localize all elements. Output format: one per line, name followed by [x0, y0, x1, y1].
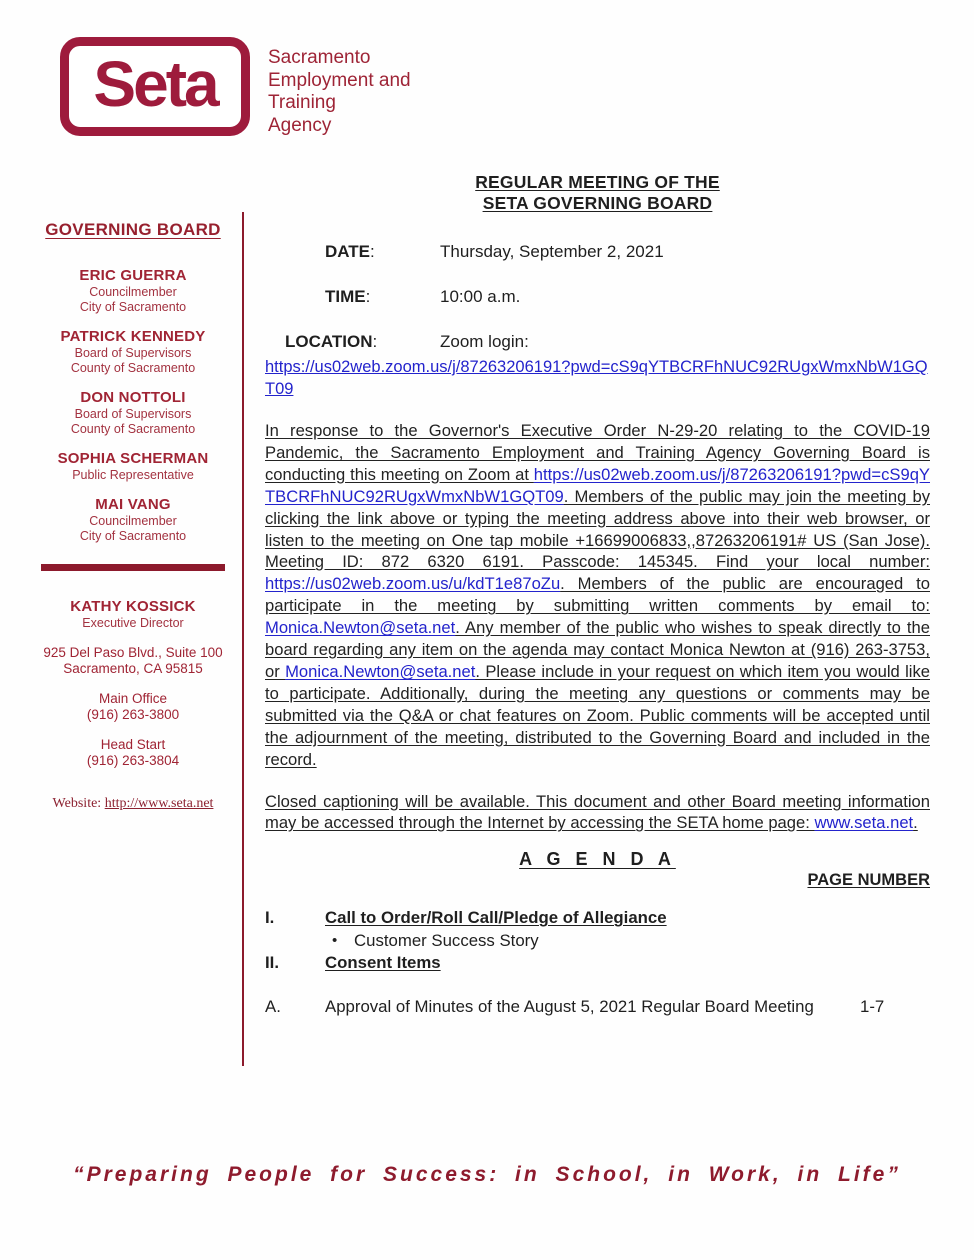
text-segment: Closed captioning will be available. This document and other Board meeting information may be accessed through the Internet by accessing the SETA home page: [265, 791, 930, 833]
main-content [265, 172, 930, 1018]
agenda-item-title: Consent Items [325, 953, 441, 973]
location-label-cell [265, 332, 440, 352]
bullet-icon: • [332, 932, 338, 950]
colon: : [370, 242, 375, 261]
inline-link[interactable]: Monica.Newton@seta.net [265, 618, 456, 638]
agenda-item-1-bullet [332, 930, 930, 952]
agenda-item-title: Call to Order/Roll Call/Pledge of Allegiance [325, 908, 667, 928]
org-name-line: Training [268, 92, 336, 113]
sidebar-separator-bar [41, 564, 225, 571]
text-segment: . Please include in your request on which item you would like to participate. Additionally, during the meeting any questions or comments may be submitted via the Q&A or chat features on Zoom. Public comments will be accepted until the adjournment of the meeting, distributed to the Governing Board and included in the record. [265, 661, 930, 769]
agenda-heading: A G E N D A [519, 849, 676, 870]
agenda-subitem-a [265, 996, 930, 1018]
zoom-login-url-line [265, 356, 930, 400]
footer-motto: “Preparing People for Success: in School, in Work, in Life” [73, 1163, 901, 1186]
bullet-text: Customer Success Story [354, 931, 539, 951]
board-member [36, 267, 230, 315]
time-label: TIME [325, 287, 366, 306]
member-name: DON NOTTOLI [80, 389, 186, 406]
agenda-list [265, 907, 930, 1018]
contact-label: Main Office [98, 691, 168, 706]
director-name: KATHY KOSSICK [70, 598, 196, 615]
seta-logo [60, 37, 438, 137]
agenda-subitem-text: Approval of Minutes of the August 5, 2021 Regular Board Meeting [325, 997, 814, 1017]
inline-link[interactable]: www.seta.net [814, 813, 914, 833]
member-org: County of Sacramento [70, 361, 196, 375]
location-value: Zoom login: [440, 332, 529, 351]
inline-link[interactable]: https://us02web.zoom.us/u/kdT1e87oZu [265, 574, 561, 594]
member-role: Board of Supervisors [74, 346, 192, 360]
date-label-cell [265, 242, 440, 262]
agenda-item-numeral: I. [265, 908, 275, 928]
page-number-heading: PAGE NUMBER [807, 871, 930, 890]
member-org: County of Sacramento [70, 422, 196, 436]
member-name: SOPHIA SCHERMAN [57, 450, 209, 467]
website-line [36, 796, 230, 812]
contact-phone: (916) 263-3804 [86, 753, 180, 768]
date-row [265, 242, 930, 262]
seta-logo-mark: Seta [93, 47, 217, 120]
org-name [268, 47, 438, 137]
text-segment: In response to the Governor's Executive Order N-29-20 relating to the COVID-19 Pandemic, the Sacramento Employment and Training Agency Governing Board is conducting this meeting on Zoom at [265, 421, 930, 484]
time-value: 10:00 a.m. [440, 287, 521, 306]
colon: : [365, 287, 371, 306]
seta-logo-box [60, 37, 250, 136]
website-link[interactable]: http://www.seta.net [104, 796, 214, 811]
contact-label: Head Start [100, 737, 166, 752]
agenda-subitem-page: 1-7 [860, 997, 885, 1017]
date-value: Thursday, September 2, 2021 [440, 242, 664, 261]
time-row [265, 287, 930, 307]
sidebar-heading: GOVERNING BOARD [45, 220, 221, 239]
website-label: Website: [52, 796, 105, 811]
location-row [265, 332, 930, 352]
address-line: Sacramento, CA 95815 [63, 661, 203, 676]
member-role: Public Representative [72, 468, 194, 482]
agenda-item-2 [265, 952, 930, 974]
covid-notice-paragraph [265, 420, 930, 771]
main-office-contact [36, 691, 230, 723]
agenda-item-1 [265, 907, 930, 929]
member-role: Councilmember [89, 285, 177, 299]
text-segment: . Members of the public are encouraged to participate in the meeting by submitting written comments by email to: [265, 574, 930, 616]
text-segment: . Any member of the public who wishes to speak directly to the board regarding any item on the agenda may contact Monica Newton at (916) 263-3753, or [265, 618, 930, 681]
member-org: City of Sacramento [79, 300, 187, 314]
meeting-title [265, 172, 930, 214]
text-segment: . [913, 813, 918, 833]
board-member [36, 389, 230, 437]
member-role: Board of Supervisors [74, 407, 192, 421]
agenda-item-numeral: II. [265, 953, 279, 973]
location-label: LOCATION [285, 332, 373, 351]
member-role: Councilmember [89, 514, 177, 528]
inline-link[interactable]: Monica.Newton@seta.net [285, 661, 476, 681]
meeting-meta [265, 242, 930, 400]
board-member [36, 328, 230, 376]
text-segment: . Members of the public may join the meeting by clicking the link above or typing the meeting address above into their web browser, or listen to the meeting on One tap mobile +16699006833,,87263206191# US (San Jose). Meeting ID: 872 6320 6191. Passcode: 145345. Find your local number: [265, 486, 930, 572]
contact-phone: (916) 263-3800 [86, 707, 180, 722]
address-line: 925 Del Paso Blvd., Suite 100 [43, 645, 223, 660]
colon: : [372, 332, 378, 351]
sidebar-divider-rule [242, 212, 244, 1066]
time-label-cell [265, 287, 440, 307]
org-name-line: Employment and [268, 69, 411, 91]
governing-board-sidebar [36, 220, 230, 812]
member-name: MAI VANG [95, 496, 171, 513]
member-name: ERIC GUERRA [79, 267, 187, 284]
member-name: PATRICK KENNEDY [60, 328, 206, 345]
inline-link[interactable]: https://us02web.zoom.us/j/87263206191?pwd=cS9qYTBCRFhNUC92RUgxWmxNbW1GQT09 [265, 464, 930, 506]
org-name-line: Agency [268, 114, 332, 136]
head-start-contact [36, 737, 230, 769]
org-name-line: Sacramento [268, 47, 371, 68]
member-org: City of Sacramento [79, 529, 187, 543]
date-label: DATE [325, 242, 371, 261]
agency-address [36, 645, 230, 677]
meeting-title-line2: SETA GOVERNING BOARD [482, 193, 713, 213]
executive-director [36, 598, 230, 631]
meeting-title-line2-wrap [265, 193, 930, 214]
board-member [36, 496, 230, 544]
closed-captioning-paragraph [265, 791, 930, 835]
zoom-login-url-link[interactable]: https://us02web.zoom.us/j/87263206191?pwd=cS9qYTBCRFhNUC92RUgxWmxNbW1GQT09 [265, 358, 928, 398]
agenda-subitem-letter: A. [265, 997, 281, 1017]
board-member [36, 450, 230, 483]
director-title: Executive Director [82, 616, 184, 630]
meeting-title-line1: REGULAR MEETING OF THE [475, 172, 720, 192]
